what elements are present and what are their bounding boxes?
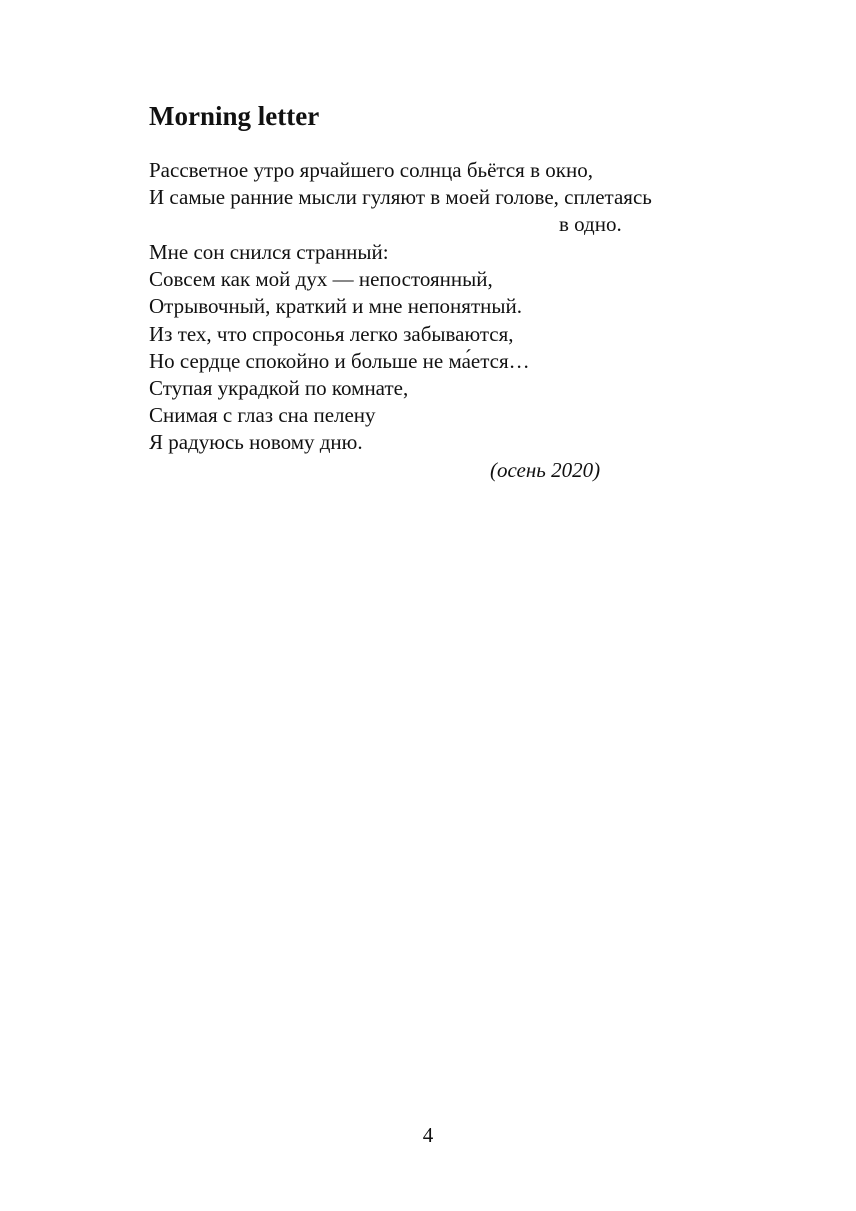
poem-line: Из тех, что спросонья легко забываются,: [149, 321, 514, 346]
poem-line: Совсем как мой дух — непостоянный,: [149, 267, 493, 292]
stanza-2: [149, 239, 530, 457]
poem-line: Отрывочный, краткий и мне непонятный.: [149, 294, 522, 319]
poem-title: Morning letter: [149, 101, 320, 131]
poem-line: Но сердце спокойно и больше не ма́ется…: [149, 348, 530, 373]
poem-date: (осень 2020): [490, 458, 601, 482]
poem-line: Я радуюсь новому дню.: [149, 430, 363, 455]
poem-line: Мне сон снился странный:: [149, 240, 389, 264]
poem-line: Снимая с глаз сна пелену: [149, 403, 376, 428]
stanza-1: [149, 157, 652, 239]
poem-line: И самые ранние мысли гуляют в моей голове, сплетаясь: [149, 185, 652, 210]
poem-line-continuation: в одно.: [559, 212, 622, 237]
page-number: 4: [422, 1123, 434, 1147]
poem-line: Рассветное утро ярчайшего солнца бьётся в окно,: [149, 158, 593, 182]
poem-line: Ступая украдкой по комнате,: [149, 375, 409, 400]
